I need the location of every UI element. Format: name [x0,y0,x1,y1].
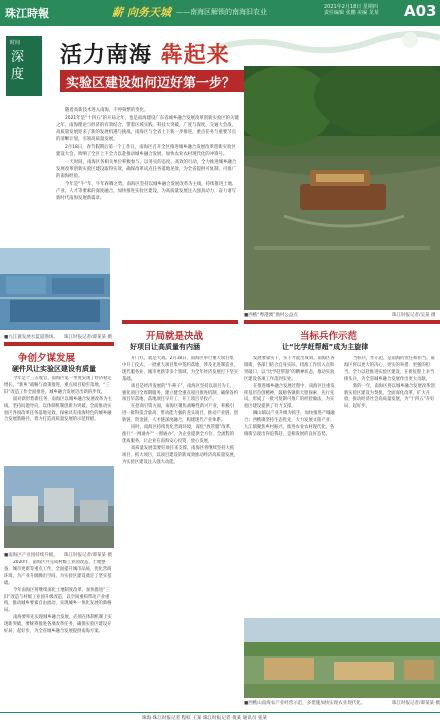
section2-rule [122,320,238,324]
intro-paragraph: 一天时间，南海区各相关单位积极参与，以务实的态度、高效的行动，全力推进城乡融合发展改革创新实验区建设取得实效，确保改革试点任务落地见效，为全省提供可复制、可推广的南海经验。 [56,160,237,179]
column1-text-lower [4,560,112,708]
main-headline [60,38,230,69]
section3-subheading: 让“比学赶帮超”成为主旋律 [282,343,369,351]
newspaper-logo: 珠江時報 [5,7,49,20]
intro-paragraph: 2月18日，春节假期后第一个工作日，南海区召开全区推进城乡融合发展改革创新实验区建设大会，吹响了全区上下全力以赴推动城乡融合发展、加快农业农村现代化的冲锋号。 [56,145,236,157]
headline-highlight: 犇起来 [160,42,230,68]
column-paragraph: 今年是十三五收官，南海区第一季度实现了经济稳定增长。“新乡”战略与政策推进，重点项目稳步落地，“三旧”改造工作全面推进，城乡融合发展迈出新的步伐。 [4,376,112,395]
column-paragraph: 当标兵，作示范，是南海的责任和担当。南海区将以更大的决心、更实的举措、更强的担当，全力以赴推进实验区建设，在新征程上争当排头兵，为全省城乡融合发展作出更大贡献。 [344,356,435,382]
photo3-caption: ■南海区产业园持续升级。 [4,553,58,558]
main-photo-credit: 珠江时报记者/吴某 摄 [392,313,436,318]
masthead [0,0,440,26]
section-title: 薪 向务天城 [112,6,171,19]
column-paragraph: 项目是经济发展的“牛鼻子”，南海区坚持以项目为王，强化项目全周期服务，建立健全重点项目推进机制，确保签约项目早落地、落地项目早开工、开工项目早投产。 [122,383,238,403]
column-paragraph: 2020年，南海区共完成村级工业园改造、土地整备、城市更新等重点工作，全面提升城市品质，优化营商环境，为产业升级腾出空间，为实验区建设奠定了坚实基础。 [4,560,112,586]
photo2-credit: 珠江时报记者/谭某某 摄 [64,335,112,340]
section1-heading: 争创夕谋发展 [18,353,76,364]
date-block [324,4,379,16]
photo-fishery [0,248,110,330]
badge-title: 深度 [11,50,25,82]
column-paragraph: 在推进城乡融合发展过程中，南海区注重发挥基层首创精神，鼓励各镇街大胆探索、先行先试，形成了一批可复制可推广的经验做法，为实验区建设提供了有力支撑。 [244,383,335,410]
column-paragraph: 高质量发展需要好项目来支撑。南海区将继续坚持大抓项目、抓大项目，以项目建设的新成效推动经济高质量发展，为实验区建设注入强大动能。 [122,445,238,465]
intro-paragraph: 2021年是“十四五”的开局之年，也是南海建设广东省城乡融合发展改革创新实验区的关键之年。南海理论与经济的有效结合，带着区域实践，科技大突破，广度与深度，交通大会战，高质量发展迎来了新的发展机遇与挑战。南海区与全省上下新一步推进，重点任务与重要节点的清晰计划，引领高质量发展。 [56,116,239,142]
column-paragraph: 同时，南海区持续优化营商环境，深化“放管服”改革，推行“一网通办”“一窗通办”，为企业提供全方位、全流程的优质服务，让企业在南海安心投资、放心发展。 [122,425,235,444]
date-line: 2021年2月18日 星期四 [324,4,378,10]
section3-heading: 当标兵作示范 [300,331,358,342]
column-badge [6,36,42,96]
main-photo-caption: ■西樵“粤港澳”渔村公益点 [244,313,298,318]
editor-line: 责任编辑 张鹏 美编 龙某 [324,10,379,16]
page-number: A03 [404,2,437,20]
column-paragraph: 在招商引资方面，南海区聚焦战略性新兴产业，积极引进一批科技含量高、带动能力强的龙头项目，推动产业链、创新链、资金链、人才链深度融合，构建现代产业体系。 [122,404,238,424]
section1-rule [4,342,114,346]
photo-industrial-park [4,466,114,548]
column-paragraph: 今年南海区将继续深化土地制度改革，加快推进“三旧”改造与村级工业园升级改造，以空间重构带动产业重构，推动城乡要素自由流动，实现城乡一体化发展的新格局。 [4,587,112,614]
column-paragraph: 新的一年，南海区将以城乡融合发展改革创新实验区建设为契机，全面深化改革，扩大开放，推动经济社会高质量发展，为“十四五”开好局、起好步。 [344,383,435,410]
main-photo-boat-river [244,66,440,310]
column-paragraph: 开门红，就是大战。2月18日，南海区举行重大项目集中开工仪式，一批重大项目集中签约落地，涉及先进制造业、现代服务业、城市更新等多个领域，为全年经济发展打下坚实基础。 [122,356,238,382]
footer-credits: 珠海·珠江时报记者 程虹 王某 珠江时报记者 黄某 通讯员 张某 [142,716,268,721]
section3-rule [244,320,440,324]
column2-text [122,356,238,708]
photo4-credit: 珠江时报记者/谭某某 摄 [392,701,440,706]
badge-top: 时间 [10,40,21,46]
headline-text: 活力南海 [60,42,161,68]
photo3-credit: 珠江时报记者/谭某某 摄 [64,553,112,558]
header-decoration-graphic [210,28,440,58]
column-paragraph: 南海要率先实现城乡融合发展，必须在体制机制上实现新突破。要统筹推进各项改革任务，确保实验区建设开好局、起好步，为全省城乡融合发展提供南海方案。 [4,615,112,635]
subheadline: 实验区建设如何迈好第一步？ [66,76,236,91]
column-paragraph: 狮山镇以产业升级为抓手，加快推进产城融合；西樵镇坚持生态优先，大力发展文旅产业；九江镇聚焦乡村振兴，推进农业农村现代化，各镇街呈现出你追我赶、竞相发展的良好态势。 [244,411,335,437]
column-paragraph: 发展要靠实干，实干才能出成效。南海区各镇街、各部门结合自身实际，找准工作切入点和突破口，以“比学赶帮超”的精神状态，推动实验区建设各项工作落到实处。 [244,356,335,382]
column3a-text [244,356,338,614]
column-paragraph: 面对新形势新任务，南海区以城乡融合发展改革为主线，坚持问题导向，以体制机制创新为突破，全面推动实验区各项改革任务落地见效，探索具有南海特色的城乡融合发展新路径，着力打造高质量发展的示范样板。 [4,396,112,423]
page-footer [0,712,440,725]
section1-subheading: 硬件风让实验区建设有质量 [12,365,96,373]
intro-paragraph: 今年是“牛”年，牛年犇腾之势。南海区坚持以城乡融合发展改革为主线，持续推进土地、产业、人才等要素的深度融合，加快推进实验区建设，为高质量发展注入强劲动力，奋力谱写新时代南海发展新篇章。 [56,182,237,201]
column3b-text [344,356,438,614]
intro-paragraph: 随着高新技术进入南海，不停频繁的变化。 [65,108,149,113]
photo4-caption: ■西樵山南海农产业经营示范，多措施加快实现农业现代化。 [244,701,366,706]
photo-farm-park [244,618,440,698]
section-subtitle: ——南海区解锁的南海旧农业 [176,8,267,16]
section2-heading: 开局就是决战 [146,331,204,342]
column1-text-upper [4,376,112,462]
photo2-caption: ■九江镇发展水蓝道渔场。 [4,335,58,340]
section2-subheading: 好项目让高质量有内涵 [130,343,200,351]
intro-text [56,107,240,203]
